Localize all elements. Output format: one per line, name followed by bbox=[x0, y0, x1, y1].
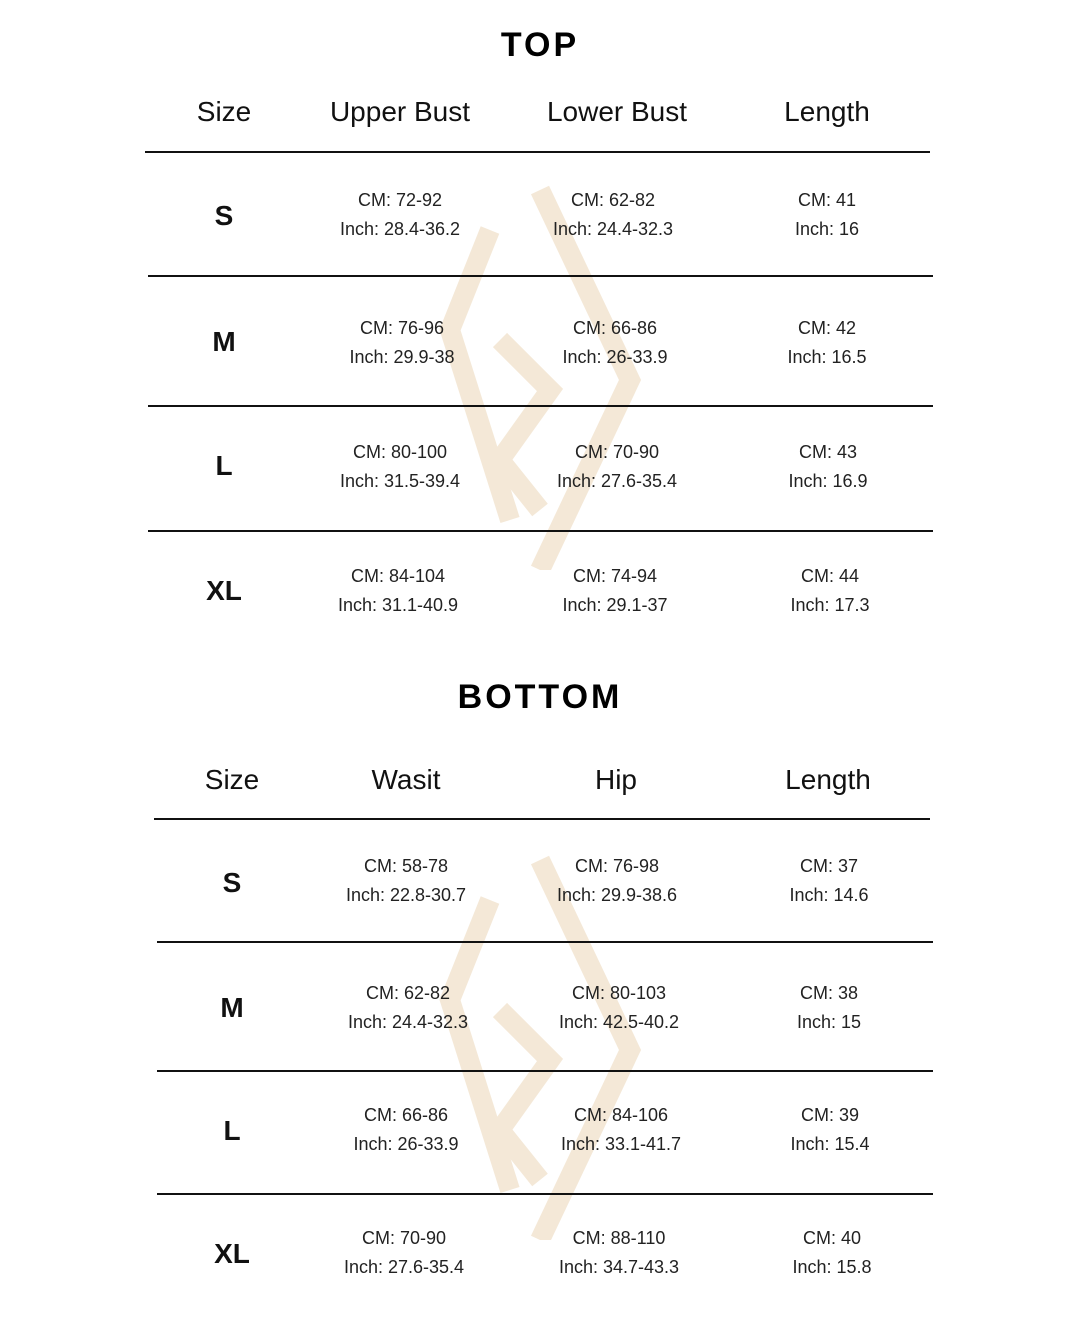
bottom-header-hip: Hip bbox=[594, 764, 638, 795]
upper-bust-value: CM: 72-92 Inch: 28.4-36.2 bbox=[339, 190, 461, 239]
length-value: CM: 42 Inch: 16.5 bbox=[787, 318, 867, 367]
length-value: CM: 43 Inch: 16.9 bbox=[788, 442, 868, 491]
top-header-upper-bust: Upper Bust bbox=[329, 96, 471, 127]
size-label: XL bbox=[206, 575, 242, 606]
length-value: CM: 38 Inch: 15 bbox=[796, 983, 862, 1032]
waist-value: CM: 62-82 Inch: 24.4-32.3 bbox=[347, 983, 469, 1032]
size-label: L bbox=[223, 1115, 241, 1146]
length-value: CM: 44 Inch: 17.3 bbox=[790, 566, 870, 615]
size-label: M bbox=[212, 326, 236, 357]
hip-value: CM: 84-106 Inch: 33.1-41.7 bbox=[560, 1105, 682, 1154]
upper-bust-value: CM: 76-96 Inch: 29.9-38 bbox=[349, 318, 455, 367]
upper-bust-value: CM: 80-100 Inch: 31.5-39.4 bbox=[339, 442, 461, 491]
lower-bust-value: CM: 62-82 Inch: 24.4-32.3 bbox=[552, 190, 674, 239]
hip-value: CM: 88-110 Inch: 34.7-43.3 bbox=[558, 1228, 680, 1277]
hip-value: CM: 76-98 Inch: 29.9-38.6 bbox=[556, 856, 678, 905]
size-label: XL bbox=[214, 1238, 250, 1269]
length-value: CM: 37 Inch: 14.6 bbox=[789, 856, 869, 905]
bottom-row-divider bbox=[157, 1070, 933, 1072]
waist-value: CM: 58-78 Inch: 22.8-30.7 bbox=[345, 856, 467, 905]
bottom-header-divider bbox=[154, 818, 930, 820]
top-header-lower-bust: Lower Bust bbox=[546, 96, 688, 127]
size-label: M bbox=[220, 992, 244, 1023]
length-value: CM: 39 Inch: 15.4 bbox=[790, 1105, 870, 1154]
bottom-section-title: BOTTOM bbox=[457, 678, 623, 716]
bottom-header-size: Size bbox=[204, 764, 260, 795]
waist-value: CM: 66-86 Inch: 26-33.9 bbox=[353, 1105, 459, 1154]
top-header-divider bbox=[145, 151, 930, 153]
length-value: CM: 41 Inch: 16 bbox=[794, 190, 860, 239]
lower-bust-value: CM: 70-90 Inch: 27.6-35.4 bbox=[556, 442, 678, 491]
hip-value: CM: 80-103 Inch: 42.5-40.2 bbox=[558, 983, 680, 1032]
upper-bust-value: CM: 84-104 Inch: 31.1-40.9 bbox=[337, 566, 459, 615]
top-section-title: TOP bbox=[500, 26, 580, 64]
top-row-divider bbox=[148, 275, 933, 277]
size-label: L bbox=[215, 450, 233, 481]
bottom-row-divider bbox=[157, 1193, 933, 1195]
waist-value: CM: 70-90 Inch: 27.6-35.4 bbox=[343, 1228, 465, 1277]
size-label: S bbox=[222, 867, 242, 898]
top-header-size: Size bbox=[196, 96, 252, 127]
bottom-header-length: Length bbox=[785, 764, 871, 795]
bottom-row-divider bbox=[157, 941, 933, 943]
lower-bust-value: CM: 66-86 Inch: 26-33.9 bbox=[562, 318, 668, 367]
top-row-divider bbox=[148, 405, 933, 407]
length-value: CM: 40 Inch: 15.8 bbox=[792, 1228, 872, 1277]
bottom-header-waist: Wasit bbox=[371, 764, 441, 795]
size-label: S bbox=[214, 200, 234, 231]
lower-bust-value: CM: 74-94 Inch: 29.1-37 bbox=[562, 566, 668, 615]
top-header-length: Length bbox=[784, 96, 870, 127]
top-row-divider bbox=[148, 530, 933, 532]
